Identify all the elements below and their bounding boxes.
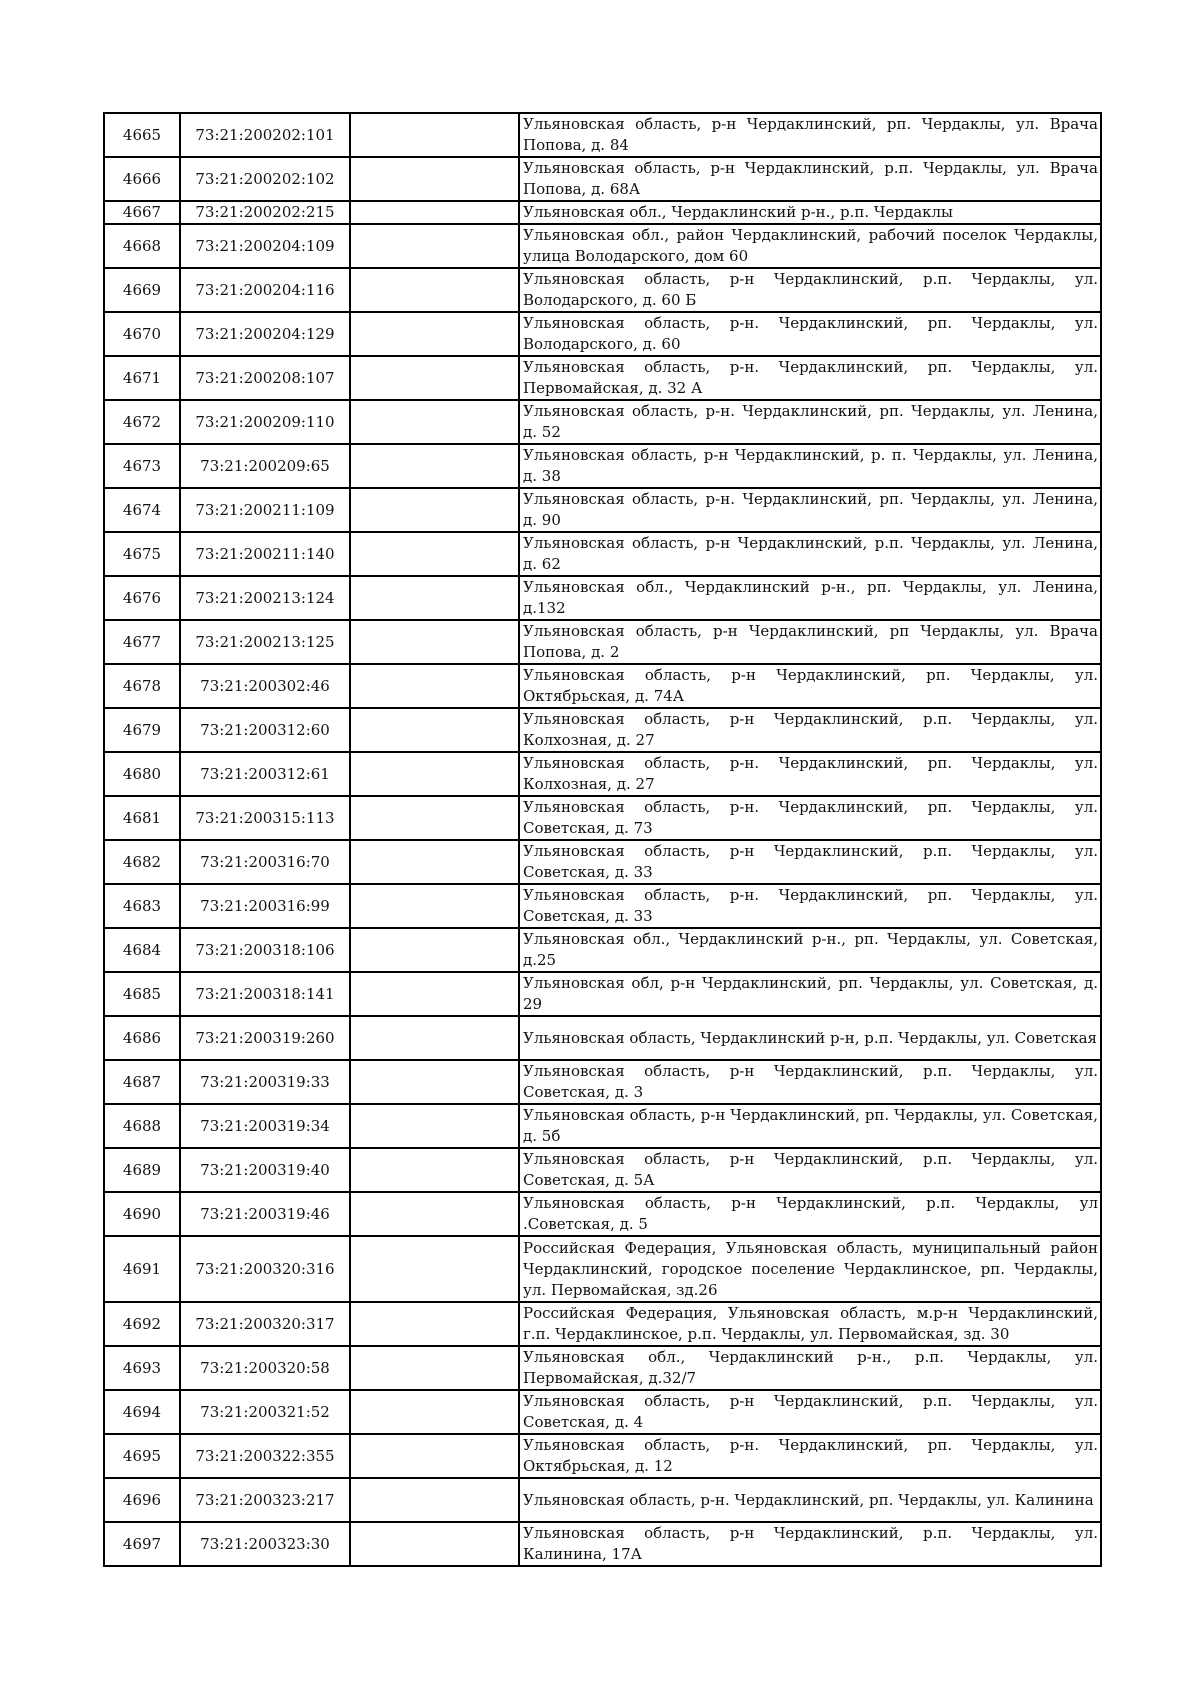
cadastral-number-cell: 73:21:200209:65	[180, 444, 350, 488]
address-cell: Ульяновская область, р-н. Чердаклинский, рп. Чердаклы, ул. Советская, д. 73	[519, 796, 1101, 840]
table-row	[104, 268, 1101, 312]
row-number-cell: 4675	[104, 532, 180, 576]
address-cell: Ульяновская область, р-н Чердаклинский, р.п. Чердаклы, ул. Советская, д. 5А	[519, 1148, 1101, 1192]
row-number-cell: 4687	[104, 1060, 180, 1104]
cadastral-number-cell: 73:21:200319:46	[180, 1192, 350, 1236]
table-row	[104, 1390, 1101, 1434]
empty-cell	[350, 972, 519, 1016]
empty-cell	[350, 488, 519, 532]
cadastral-number-cell: 73:21:200202:101	[180, 113, 350, 157]
row-number-cell: 4695	[104, 1434, 180, 1478]
address-cell: Ульяновская область, р-н. Чердаклинский, рп. Чердаклы, ул. Ленина, д. 90	[519, 488, 1101, 532]
row-number-cell: 4690	[104, 1192, 180, 1236]
row-number-cell: 4696	[104, 1478, 180, 1522]
cadastral-number-cell: 73:21:200319:33	[180, 1060, 350, 1104]
empty-cell	[350, 752, 519, 796]
empty-cell	[350, 1236, 519, 1302]
row-number-cell: 4677	[104, 620, 180, 664]
table-row	[104, 1016, 1101, 1060]
cadastral-number-cell: 73:21:200323:217	[180, 1478, 350, 1522]
empty-cell	[350, 444, 519, 488]
table-row	[104, 312, 1101, 356]
table-row	[104, 224, 1101, 268]
address-cell: Ульяновская обл., район Чердаклинский, рабочий поселок Чердаклы, улица Володарского, дом 60	[519, 224, 1101, 268]
row-number-cell: 4691	[104, 1236, 180, 1302]
address-cell: Ульяновская область, р-н. Чердаклинский, рп. Чердаклы, ул. Первомайская, д. 32 А	[519, 356, 1101, 400]
row-number-cell: 4674	[104, 488, 180, 532]
row-number-cell: 4685	[104, 972, 180, 1016]
cadastral-number-cell: 73:21:200323:30	[180, 1522, 350, 1566]
empty-cell	[350, 1434, 519, 1478]
row-number-cell: 4670	[104, 312, 180, 356]
cadastral-number-cell: 73:21:200204:129	[180, 312, 350, 356]
row-number-cell: 4665	[104, 113, 180, 157]
address-cell: Ульяновская область, р-н Чердаклинский, рп. Чердаклы, ул. Октябрьская, д. 74А	[519, 664, 1101, 708]
empty-cell	[350, 532, 519, 576]
row-number-cell: 4697	[104, 1522, 180, 1566]
address-cell: Ульяновская область, р-н. Чердаклинский, рп. Чердаклы, ул. Володарского, д. 60	[519, 312, 1101, 356]
empty-cell	[350, 1522, 519, 1566]
address-cell: Ульяновская область, р-н Чердаклинский, р.п. Чердаклы, ул. Врача Попова, д. 68А	[519, 157, 1101, 201]
empty-cell	[350, 1192, 519, 1236]
empty-cell	[350, 113, 519, 157]
cadastral-number-cell: 73:21:200213:125	[180, 620, 350, 664]
table-row	[104, 796, 1101, 840]
address-cell: Ульяновская область, р-н Чердаклинский, р.п. Чердаклы, ул. Советская, д. 33	[519, 840, 1101, 884]
empty-cell	[350, 157, 519, 201]
empty-cell	[350, 576, 519, 620]
table-row	[104, 488, 1101, 532]
table-row	[104, 928, 1101, 972]
empty-cell	[350, 840, 519, 884]
cadastral-number-cell: 73:21:200202:215	[180, 201, 350, 224]
empty-cell	[350, 1148, 519, 1192]
table-row	[104, 356, 1101, 400]
address-cell: Ульяновская обл., Чердаклинский р-н., рп. Чердаклы, ул. Советская, д.25	[519, 928, 1101, 972]
cadastral-number-cell: 73:21:200208:107	[180, 356, 350, 400]
cadastral-number-cell: 73:21:200209:110	[180, 400, 350, 444]
address-cell: Ульяновская обл., Чердаклинский р-н., рп. Чердаклы, ул. Ленина, д.132	[519, 576, 1101, 620]
cadastral-number-cell: 73:21:200204:109	[180, 224, 350, 268]
row-number-cell: 4669	[104, 268, 180, 312]
table-row	[104, 157, 1101, 201]
cadastral-number-cell: 73:21:200318:106	[180, 928, 350, 972]
row-number-cell: 4692	[104, 1302, 180, 1346]
row-number-cell: 4672	[104, 400, 180, 444]
empty-cell	[350, 224, 519, 268]
address-cell: Российская Федерация, Ульяновская область, м.р-н Чердаклинский, г.п. Чердаклинское, р.п. Чердаклы, ул. Первомайская, зд. 30	[519, 1302, 1101, 1346]
empty-cell	[350, 400, 519, 444]
address-cell: Ульяновская область, р-н. Чердаклинский, рп. Чердаклы, ул. Октябрьская, д. 12	[519, 1434, 1101, 1478]
row-number-cell: 4668	[104, 224, 180, 268]
table-row	[104, 1104, 1101, 1148]
row-number-cell: 4681	[104, 796, 180, 840]
cadastral-number-cell: 73:21:200320:58	[180, 1346, 350, 1390]
empty-cell	[350, 201, 519, 224]
address-cell: Ульяновская обл., Чердаклинский р-н., р.п. Чердаклы, ул. Первомайская, д.32/7	[519, 1346, 1101, 1390]
table-row	[104, 752, 1101, 796]
row-number-cell: 4686	[104, 1016, 180, 1060]
address-cell: Ульяновская область, р-н Чердаклинский, р.п. Чердаклы, ул. Советская, д. 4	[519, 1390, 1101, 1434]
empty-cell	[350, 620, 519, 664]
address-cell: Ульяновская область, р-н Чердаклинский, р.п. Чердаклы, ул. Володарского, д. 60 Б	[519, 268, 1101, 312]
empty-cell	[350, 1104, 519, 1148]
address-cell: Ульяновская область, р-н Чердаклинский, р. п. Чердаклы, ул. Ленина, д. 38	[519, 444, 1101, 488]
cadastral-number-cell: 73:21:200211:140	[180, 532, 350, 576]
row-number-cell: 4683	[104, 884, 180, 928]
row-number-cell: 4673	[104, 444, 180, 488]
table-row	[104, 1148, 1101, 1192]
cadastral-number-cell: 73:21:200315:113	[180, 796, 350, 840]
table-row	[104, 1434, 1101, 1478]
cadastral-number-cell: 73:21:200319:40	[180, 1148, 350, 1192]
empty-cell	[350, 884, 519, 928]
empty-cell	[350, 928, 519, 972]
cadastral-number-cell: 73:21:200312:61	[180, 752, 350, 796]
cadastral-number-cell: 73:21:200204:116	[180, 268, 350, 312]
empty-cell	[350, 1016, 519, 1060]
row-number-cell: 4688	[104, 1104, 180, 1148]
table-row	[104, 840, 1101, 884]
empty-cell	[350, 1346, 519, 1390]
cadastral-number-cell: 73:21:200321:52	[180, 1390, 350, 1434]
table-row	[104, 708, 1101, 752]
address-cell: Ульяновская область, р-н Чердаклинский, рп. Чердаклы, ул. Советская, д. 5б	[519, 1104, 1101, 1148]
address-cell: Ульяновская область, р-н. Чердаклинский, рп. Чердаклы, ул. Калинина	[519, 1478, 1101, 1522]
table-row	[104, 664, 1101, 708]
empty-cell	[350, 1390, 519, 1434]
cadastral-number-cell: 73:21:200319:260	[180, 1016, 350, 1060]
cadastral-number-cell: 73:21:200312:60	[180, 708, 350, 752]
empty-cell	[350, 1302, 519, 1346]
table-body	[104, 113, 1101, 1566]
cadastral-number-cell: 73:21:200213:124	[180, 576, 350, 620]
address-cell: Ульяновская область, р-н Чердаклинский, рп Чердаклы, ул. Врача Попова, д. 2	[519, 620, 1101, 664]
address-cell: Ульяновская область, р-н Чердаклинский, р.п. Чердаклы, ул. Ленина, д. 62	[519, 532, 1101, 576]
table-row	[104, 576, 1101, 620]
table-row	[104, 1522, 1101, 1566]
table-row	[104, 1060, 1101, 1104]
row-number-cell: 4676	[104, 576, 180, 620]
cadastral-number-cell: 73:21:200202:102	[180, 157, 350, 201]
cadastral-number-cell: 73:21:200316:70	[180, 840, 350, 884]
address-cell: Ульяновская обл, р-н Чердаклинский, рп. Чердаклы, ул. Советская, д. 29	[519, 972, 1101, 1016]
address-cell: Российская Федерация, Ульяновская область, муниципальный район Чердаклинский, городское поселение Чердаклинское, рп. Чердаклы, ул. Первомайская, зд.26	[519, 1236, 1101, 1302]
row-number-cell: 4680	[104, 752, 180, 796]
address-cell: Ульяновская область, р-н Чердаклинский, р.п. Чердаклы, ул. Калинина, 17А	[519, 1522, 1101, 1566]
table-row	[104, 1346, 1101, 1390]
row-number-cell: 4671	[104, 356, 180, 400]
table-row	[104, 1302, 1101, 1346]
table-row	[104, 1478, 1101, 1522]
table-row	[104, 444, 1101, 488]
empty-cell	[350, 1478, 519, 1522]
table-row	[104, 1192, 1101, 1236]
address-cell: Ульяновская область, р-н. Чердаклинский, рп. Чердаклы, ул. Колхозная, д. 27	[519, 752, 1101, 796]
empty-cell	[350, 312, 519, 356]
address-cell: Ульяновская область, р-н Чердаклинский, р.п. Чердаклы, ул .Советская, д. 5	[519, 1192, 1101, 1236]
row-number-cell: 4678	[104, 664, 180, 708]
empty-cell	[350, 664, 519, 708]
address-cell: Ульяновская область, Чердаклинский р-н, р.п. Чердаклы, ул. Советская	[519, 1016, 1101, 1060]
cadastral-number-cell: 73:21:200319:34	[180, 1104, 350, 1148]
cadastral-number-cell: 73:21:200318:141	[180, 972, 350, 1016]
row-number-cell: 4684	[104, 928, 180, 972]
table-row	[104, 400, 1101, 444]
row-number-cell: 4693	[104, 1346, 180, 1390]
table-row	[104, 1236, 1101, 1302]
cadastral-number-cell: 73:21:200320:317	[180, 1302, 350, 1346]
cadastral-number-cell: 73:21:200302:46	[180, 664, 350, 708]
cadastral-number-cell: 73:21:200322:355	[180, 1434, 350, 1478]
empty-cell	[350, 268, 519, 312]
row-number-cell: 4694	[104, 1390, 180, 1434]
row-number-cell: 4682	[104, 840, 180, 884]
table-row	[104, 113, 1101, 157]
address-cell: Ульяновская область, р-н. Чердаклинский, рп. Чердаклы, ул. Советская, д. 33	[519, 884, 1101, 928]
address-cell: Ульяновская область, р-н Чердаклинский, р.п. Чердаклы, ул. Советская, д. 3	[519, 1060, 1101, 1104]
row-number-cell: 4689	[104, 1148, 180, 1192]
table-row	[104, 884, 1101, 928]
land-plot-table	[103, 112, 1102, 1567]
table-row	[104, 972, 1101, 1016]
row-number-cell: 4679	[104, 708, 180, 752]
address-cell: Ульяновская область, р-н. Чердаклинский, рп. Чердаклы, ул. Ленина, д. 52	[519, 400, 1101, 444]
empty-cell	[350, 796, 519, 840]
cadastral-number-cell: 73:21:200211:109	[180, 488, 350, 532]
table-row	[104, 201, 1101, 224]
address-cell: Ульяновская обл., Чердаклинский р-н., р.п. Чердаклы	[519, 201, 1101, 224]
address-cell: Ульяновская область, р-н Чердаклинский, рп. Чердаклы, ул. Врача Попова, д. 84	[519, 113, 1101, 157]
empty-cell	[350, 708, 519, 752]
cadastral-number-cell: 73:21:200316:99	[180, 884, 350, 928]
empty-cell	[350, 1060, 519, 1104]
table-row	[104, 620, 1101, 664]
cadastral-number-cell: 73:21:200320:316	[180, 1236, 350, 1302]
row-number-cell: 4667	[104, 201, 180, 224]
table-row	[104, 532, 1101, 576]
address-cell: Ульяновская область, р-н Чердаклинский, р.п. Чердаклы, ул. Колхозная, д. 27	[519, 708, 1101, 752]
empty-cell	[350, 356, 519, 400]
row-number-cell: 4666	[104, 157, 180, 201]
